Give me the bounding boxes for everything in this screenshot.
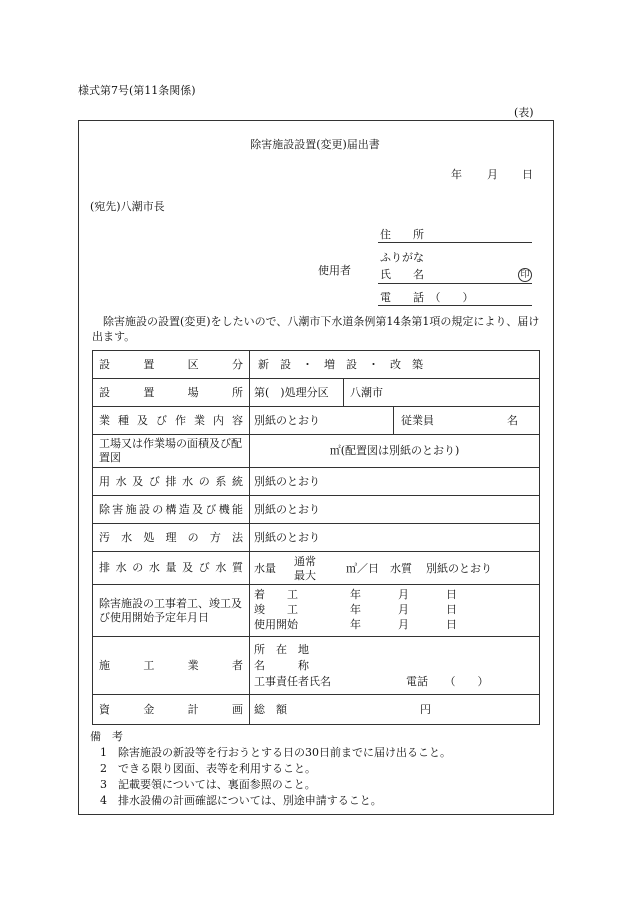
discharge-unit: ㎥／日 [346, 562, 379, 575]
business-field[interactable]: 別紙のとおり [254, 414, 320, 427]
form-side: (表) [514, 106, 534, 119]
label-treatment: 汚水処理の方法 [99, 530, 243, 544]
row-discharge [93, 552, 539, 585]
area-field[interactable]: ㎡(配置図は別紙のとおり) [329, 444, 460, 458]
notes-heading: 備 考 [90, 730, 123, 743]
funding-total-label: 総 額 [254, 703, 287, 716]
seal-mark: 印 [518, 268, 532, 282]
employees-unit: 名 [507, 414, 518, 427]
schedule-use-month[interactable]: 月 [398, 618, 409, 631]
discharge-max: 最大 [294, 569, 316, 582]
discharge-normal: 通常 [294, 555, 316, 568]
row-location [93, 379, 539, 407]
schedule-start-day[interactable]: 日 [446, 588, 457, 601]
contractor-location-label: 所 在 地 [254, 643, 309, 656]
schedule-start-label: 着 工 [254, 588, 298, 601]
schedule-completion-month[interactable]: 月 [398, 603, 409, 616]
water-system-field[interactable]: 別紙のとおり [254, 475, 320, 488]
note-item: 4 排水設備の計画確認については、別途申請すること。 [100, 794, 382, 807]
schedule-use-year[interactable]: 年 [350, 618, 361, 631]
structure-field[interactable]: 別紙のとおり [254, 503, 320, 516]
label-structure: 除害施設の構造及び機能 [99, 502, 243, 516]
date-month[interactable]: 月 [487, 168, 498, 181]
schedule-use-label: 使用開始 [254, 618, 298, 631]
row-schedule [93, 585, 539, 637]
note-item: 1 除害施設の新設等を行おうとする日の30日前までに届け出ること。 [100, 746, 451, 759]
contractor-name-label: 名 称 [254, 659, 309, 672]
row-structure [93, 496, 539, 524]
applicant-furigana-label: ふりがな [380, 251, 424, 264]
name-underline[interactable] [378, 283, 532, 284]
treatment-field[interactable]: 別紙のとおり [254, 531, 320, 544]
label-business: 業種及び作業内容 [99, 413, 243, 427]
form-title: 除害施設設置(変更)届出書 [250, 138, 380, 151]
schedule-start-month[interactable]: 月 [398, 588, 409, 601]
label-classification: 設置区分 [99, 357, 243, 371]
schedule-completion-day[interactable]: 日 [446, 603, 457, 616]
row-business [93, 407, 539, 435]
phone-underline[interactable] [378, 305, 532, 306]
row-contractor [93, 637, 539, 695]
applicant-phone-label: 電 話 （ ） [380, 291, 474, 304]
row-area [93, 435, 539, 468]
registration-table [92, 350, 540, 725]
applicant-role: 使用者 [318, 264, 351, 277]
intro-text: 除害施設の設置(変更)をしたいので、八潮市下水道条例第14条第1項の規定により、届け出ます。 [92, 315, 540, 344]
form-number: 様式第7号(第11条関係) [78, 84, 196, 97]
discharge-amount-label: 水量 [254, 562, 276, 575]
contractor-manager-label: 工事責任者氏名 [254, 675, 331, 688]
address-underline[interactable] [378, 242, 532, 243]
label-area: 工場又は作業場の面積及び配置図 [99, 437, 242, 464]
applicant-address-label: 住 所 [380, 228, 424, 241]
label-discharge: 排水の水量及び水質 [99, 561, 243, 575]
label-schedule: 除害施設の工事着工、竣工及び使用開始予定年月日 [99, 596, 242, 624]
classification-options[interactable]: 新 設 ・ 増 設 ・ 改 築 [258, 358, 423, 371]
schedule-start-year[interactable]: 年 [350, 588, 361, 601]
label-contractor: 施工業者 [99, 658, 243, 672]
row-water-system [93, 468, 539, 496]
note-item: 3 記載要領については、裏面参照のこと。 [100, 778, 316, 791]
note-item: 2 できる限り図面、表等を利用すること。 [100, 762, 316, 775]
label-funding: 資金計画 [99, 702, 243, 716]
discharge-quality-field[interactable]: 別紙のとおり [426, 562, 492, 575]
contractor-phone-label: 電話 （ ） [406, 675, 489, 688]
discharge-quality-label: 水質 [390, 562, 412, 575]
funding-yen-unit: 円 [420, 703, 431, 716]
label-water-system: 用水及び排水の系統 [99, 474, 243, 488]
addressee: (宛先)八潮市長 [90, 200, 165, 213]
city-field[interactable]: 八潮市 [350, 386, 383, 399]
schedule-completion-label: 竣 工 [254, 603, 298, 616]
schedule-completion-year[interactable]: 年 [350, 603, 361, 616]
employees-label: 従業員 [401, 414, 434, 427]
date-year[interactable]: 年 [451, 168, 462, 181]
row-classification [93, 351, 539, 379]
schedule-use-day[interactable]: 日 [446, 618, 457, 631]
label-location: 設置場所 [99, 385, 243, 399]
row-treatment [93, 524, 539, 552]
applicant-name-label: 氏 名 [380, 268, 424, 281]
row-funding [93, 695, 539, 724]
district-field[interactable]: 第( )処理分区 [254, 386, 329, 399]
date-day[interactable]: 日 [522, 168, 533, 181]
